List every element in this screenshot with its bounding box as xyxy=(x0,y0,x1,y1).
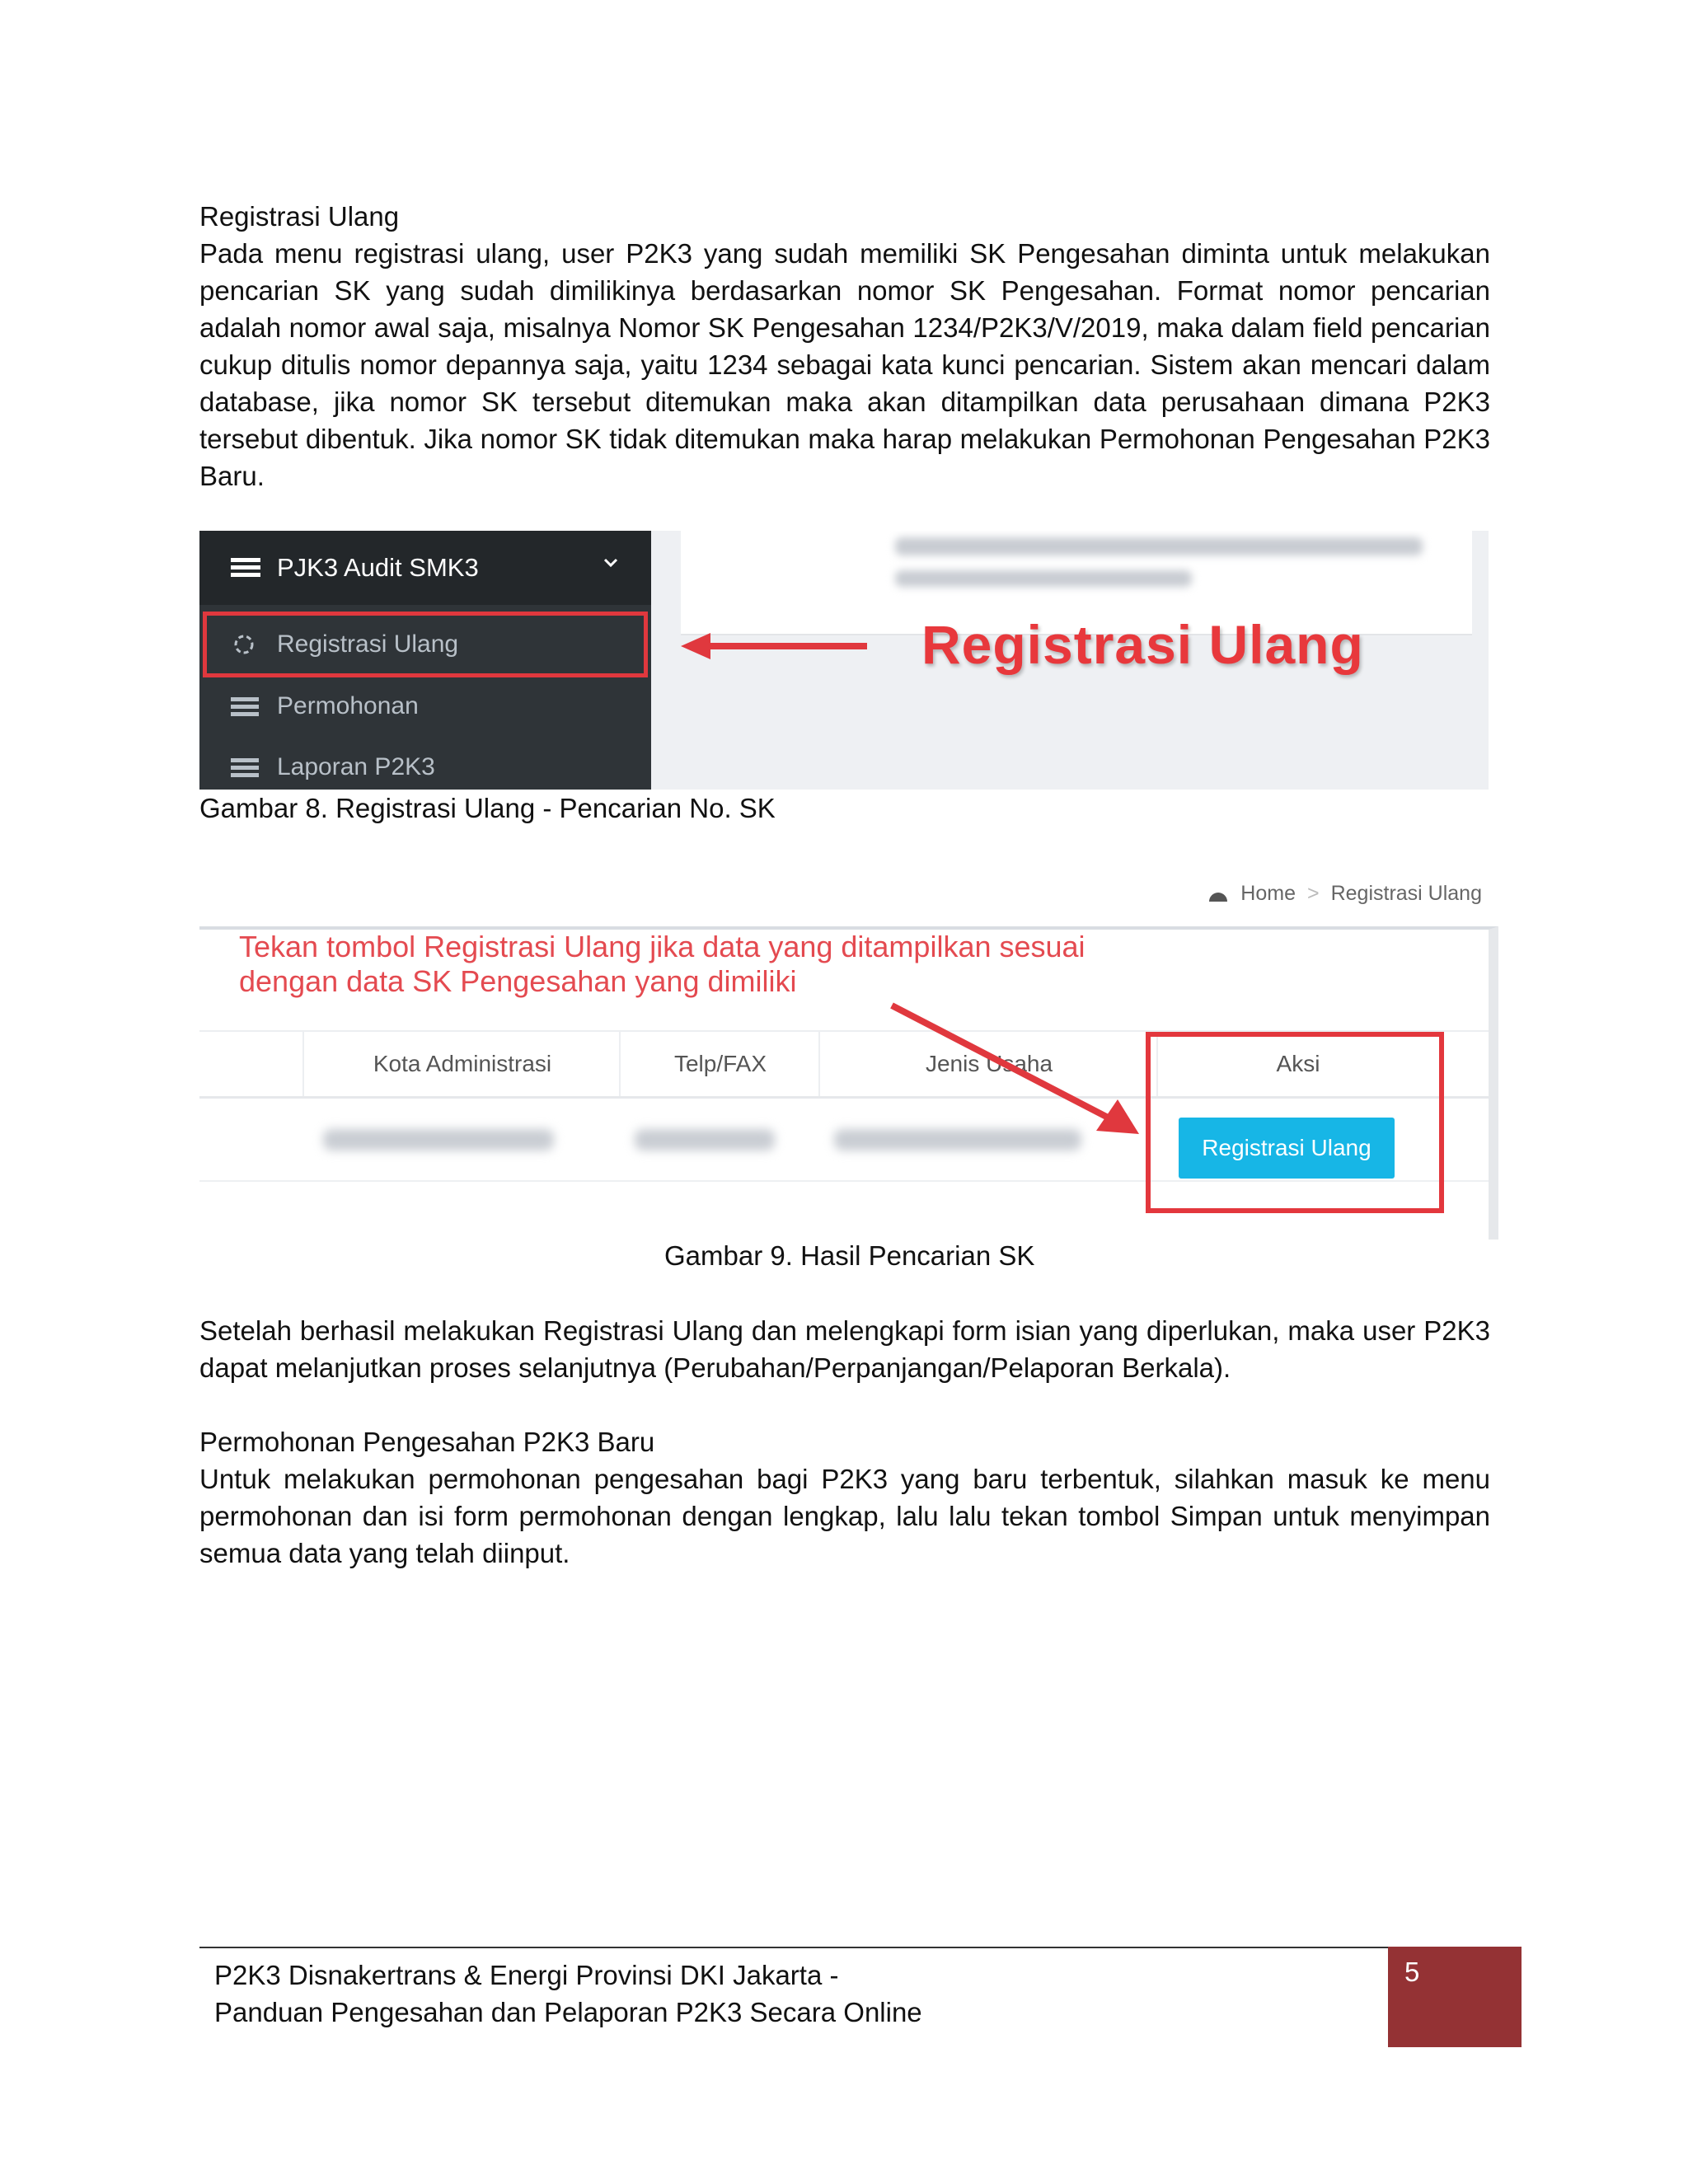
column-header: Telp/FAX xyxy=(619,1032,820,1096)
breadcrumb-separator: > xyxy=(1306,882,1320,905)
column-header: Kota Administrasi xyxy=(302,1032,621,1096)
highlight-box xyxy=(203,612,648,677)
dashboard-icon xyxy=(1207,885,1229,903)
page-number-box xyxy=(1388,1947,1522,2047)
footer-line-1: P2K3 Disnakertrans & Energi Provinsi DKI Jakarta - xyxy=(214,1960,839,1990)
sidebar-item-label: Laporan P2K3 xyxy=(277,753,435,780)
page-number: 5 xyxy=(1404,1957,1420,1987)
figure-9-caption: Gambar 9. Hasil Pencarian SK xyxy=(664,1240,1035,1271)
list-icon xyxy=(231,695,260,718)
chevron-down-icon xyxy=(603,555,618,570)
breadcrumb-home[interactable]: Home xyxy=(1240,882,1296,905)
blurred-text xyxy=(895,537,1423,555)
footer-line-2: Panduan Pengesahan dan Pelaporan P2K3 Secara Online xyxy=(214,1997,922,2027)
blurred-text xyxy=(895,570,1192,587)
section-paragraph-registrasi-ulang: Pada menu registrasi ulang, user P2K3 yang sudah memiliki SK Pengesahan diminta untuk melakukan pencarian SK yang sudah dimilikinya berdasarkan nomor SK Pengesahan. Format nomor pencarian adalah nomor awal saja, misalnya Nomor SK Pengesahan 1234/P2K3/V/2019, maka dalam field pencarian cukup ditulis nomor depannya saja, yaitu 1234 sebagai kata kunci pencarian. Sistem akan mencari dalam database, jika nomor SK tersebut ditemukan maka akan ditampilkan data perusahaan dimana P2K3 tersebut dibentuk. Jika nomor SK tidak ditemukan maka harap melakukan Permohonan Pengesahan P2K3 Baru. xyxy=(199,238,1490,491)
figure-8-screenshot xyxy=(199,531,1489,790)
sidebar-item-label: Registrasi Ulang xyxy=(277,630,459,658)
sidebar-header[interactable] xyxy=(199,531,651,605)
arrow-left-icon xyxy=(678,630,875,663)
breadcrumb-current: Registrasi Ulang xyxy=(1330,882,1482,905)
footer-text xyxy=(214,1957,922,2031)
paragraph-continuation: Setelah berhasil melakukan Registrasi Ulang dan melengkapi form isian yang diperlukan, maka user P2K3 dapat melanjutkan proses selanjutnya (Perubahan/Perpanjangan/Pelaporan Berkala). xyxy=(199,1315,1490,1383)
breadcrumb xyxy=(1207,882,1482,906)
figure-8-caption: Gambar 8. Registrasi Ulang - Pencarian No. SK xyxy=(199,793,776,823)
registrasi-ulang-button[interactable]: Registrasi Ulang xyxy=(1179,1118,1395,1179)
sidebar-item-permohonan[interactable] xyxy=(199,677,651,735)
sidebar-menu xyxy=(199,531,651,790)
section-paragraph-permohonan: Untuk melakukan permohonan pengesahan bagi P2K3 yang baru terbentuk, silahkan masuk ke menu permohonan dan isi form permohonan dengan lengkap, lalu lalu tekan tombol Simpan untuk menyimpan semua data yang telah diinput. xyxy=(199,1464,1490,1568)
sidebar-title: PJK3 Audit SMK3 xyxy=(277,553,479,582)
section-heading-permohonan: Permohonan Pengesahan P2K3 Baru xyxy=(199,1427,655,1457)
footer-divider xyxy=(199,1947,1388,1948)
blurred-cell xyxy=(323,1129,554,1151)
arrow-icon xyxy=(884,997,1147,1146)
blurred-cell xyxy=(635,1129,775,1151)
figure-9-screenshot xyxy=(199,874,1490,1236)
column-header: Jenis Usaha xyxy=(818,1032,1158,1096)
sidebar-item-label: Permohonan xyxy=(277,692,419,719)
sidebar-item-laporan[interactable] xyxy=(199,738,651,790)
column-header: Aksi xyxy=(1156,1032,1438,1096)
list-icon xyxy=(231,556,260,579)
list-icon xyxy=(231,756,260,779)
instruction-note: Tekan tombol Registrasi Ulang jika data yang ditampilkan sesuai dengan data SK Pengesahan yang dimiliki xyxy=(239,930,1085,998)
section-heading-registrasi-ulang: Registrasi Ulang xyxy=(199,201,400,232)
callout-label: Registrasi Ulang xyxy=(921,614,1364,675)
